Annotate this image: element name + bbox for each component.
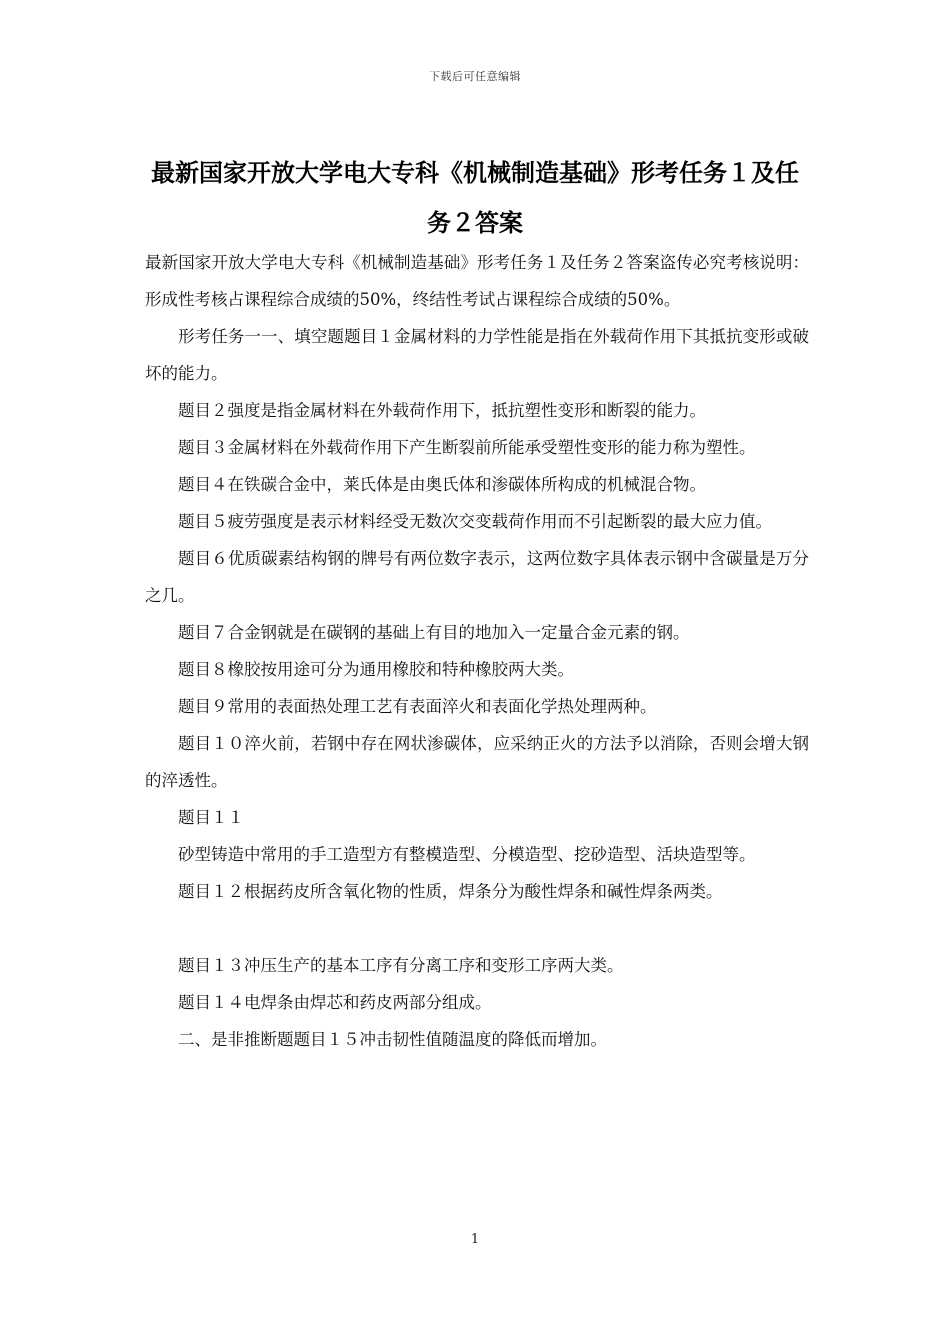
paragraph-q2: 题目２强度是指金属材料在外载荷作用下，抵抗塑性变形和断裂的能力。 xyxy=(178,401,706,420)
paragraph-q12: 题目１２根据药皮所含氧化物的性质，焊条分为酸性焊条和碱性焊条两类。 xyxy=(178,882,723,901)
paragraph-intro: 最新国家开放大学电大专科《机械制造基础》形考任务１及任务２答案盗传必究考核说明：形成性考核占课程综合成绩的50%，终结性考试占课程综合成绩的50%。 xyxy=(145,253,809,309)
paragraph-q8: 题目８橡胶按用途可分为通用橡胶和特种橡胶两大类。 xyxy=(178,660,574,679)
paragraph-q4: 题目４在铁碳合金中，莱氏体是由奥氏体和渗碳体所构成的机械混合物。 xyxy=(178,475,706,494)
paragraph-q6: 题目６优质碳素结构钢的牌号有两位数字表示，这两位数字具体表示钢中含碳量是万分之几。 xyxy=(145,549,809,605)
document-body xyxy=(145,244,809,1058)
paragraph-q7: 题目７合金钢就是在碳钢的基础上有目的地加入一定量合金元素的钢。 xyxy=(178,623,690,642)
page-number: 1 xyxy=(470,1232,480,1247)
paragraph-q5: 题目５疲劳强度是表示材料经受无数次交变载荷作用而不引起断裂的最大应力值。 xyxy=(178,512,772,531)
paragraph-q9: 题目９常用的表面热处理工艺有表面淬火和表面化学热处理两种。 xyxy=(178,697,657,716)
paragraph-q3: 题目３金属材料在外载荷作用下产生断裂前所能承受塑性变形的能力称为塑性。 xyxy=(178,438,756,457)
paragraph-q13: 题目１３冲压生产的基本工序有分离工序和变形工序两大类。 xyxy=(178,956,624,975)
page-header-note: 下载后可任意编辑 xyxy=(429,70,521,83)
document-title: 最新国家开放大学电大专科《机械制造基础》形考任务１及任务２答案 xyxy=(151,159,799,237)
paragraph-q14: 题目１４电焊条由焊芯和药皮两部分组成。 xyxy=(178,993,492,1012)
paragraph-q11-answer: 砂型铸造中常用的手工造型方有整模造型、分模造型、挖砂造型、活块造型等。 xyxy=(178,845,756,864)
paragraph-q11-label: 题目１１ xyxy=(178,808,244,827)
paragraph-section-two: 二、是非推断题题目１５冲击韧性值随温度的降低而增加。 xyxy=(178,1030,607,1049)
blank-line xyxy=(145,910,809,947)
paragraph-q1: 形考任务一一、填空题题目１金属材料的力学性能是指在外载荷作用下其抵抗变形或破坏的能力。 xyxy=(145,327,809,383)
paragraph-q10: 题目１０淬火前，若钢中存在网状渗碳体，应采纳正火的方法予以消除，否则会增大钢的淬透性。 xyxy=(145,734,809,790)
